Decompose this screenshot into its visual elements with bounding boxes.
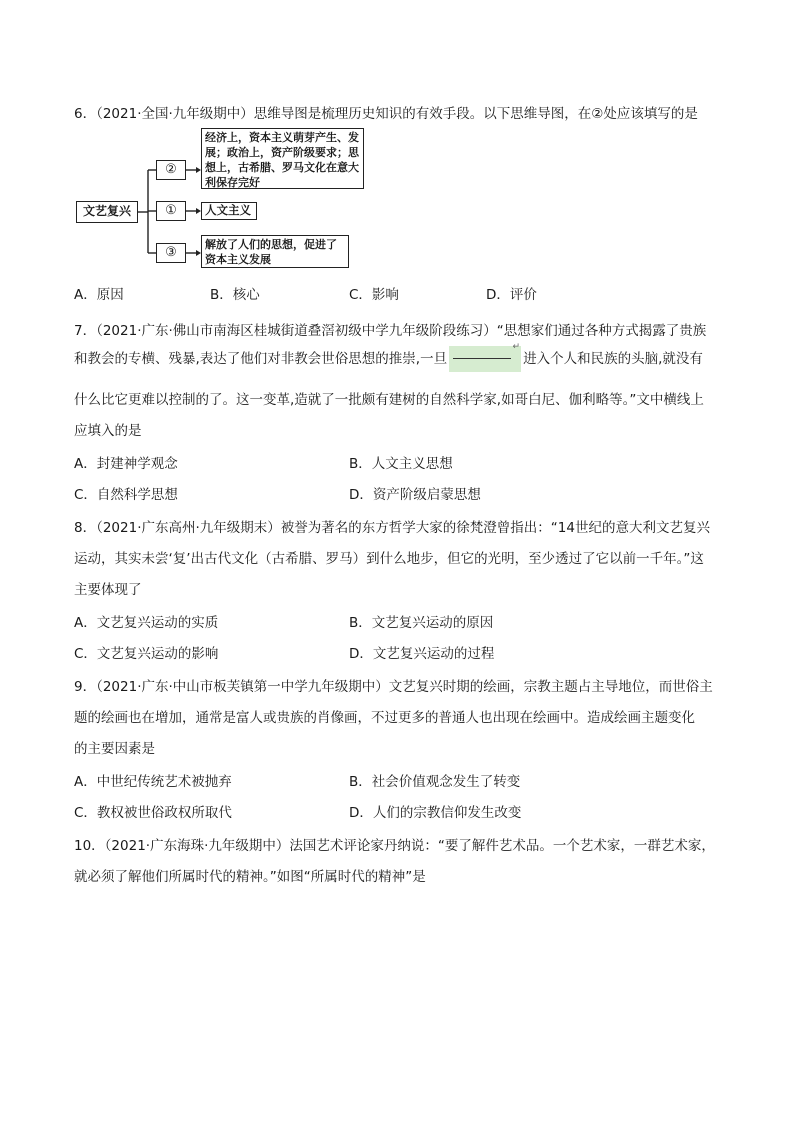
q9-option-a: A．中世纪传统艺术被抛弃 bbox=[74, 774, 232, 790]
q9-line3: 的主要因素是 bbox=[74, 741, 155, 757]
q7-line2-before-blank: 和教会的专横、残暴,表达了他们对非教会世俗思想的推崇,一旦 bbox=[74, 351, 448, 367]
q9-option-b: B．社会价值观念发生了转变 bbox=[349, 774, 521, 790]
q7-option-a: A．封建神学观念 bbox=[74, 456, 178, 472]
q10-line1: 10．（2021·广东海珠·九年级期中）法国艺术评论家丹纳说：“要了解件艺术品。一个艺术家，一群艺术家， bbox=[74, 838, 715, 854]
q8-line3: 主要体现了 bbox=[74, 582, 142, 598]
q9-line1: 9．（2021·广东·中山市板芙镇第一中学九年级期中）文艺复兴时期的绘画，宗教主题占主导地位，而世俗主 bbox=[74, 679, 713, 695]
q8-option-d: D．文艺复兴运动的过程 bbox=[349, 646, 495, 662]
q8-option-a: A．文艺复兴运动的实质 bbox=[74, 615, 219, 631]
q7-line2-after-blank: 进入个人和民族的头脑,就没有 bbox=[523, 351, 703, 367]
q8-line1: 8．（2021·广东高州·九年级期末）被誉为著名的东方哲学大家的徐梵澄曾指出：“14世纪的意大利文艺复兴 bbox=[74, 520, 710, 536]
q7-option-c: C．自然科学思想 bbox=[74, 487, 178, 503]
q7-option-b: B．人文主义思想 bbox=[349, 456, 453, 472]
q9-line2: 题的绘画也在增加，通常是富人或贵族的肖像画，不过更多的普通人也出现在绘画中。造成绘画主题变化 bbox=[74, 710, 695, 726]
q7-answer-blank: ↵ bbox=[449, 346, 521, 372]
q8-option-b: B．文艺复兴运动的原因 bbox=[349, 615, 494, 631]
q10-line2: 就必须了解他们所属时代的精神。”如图“所属时代的精神”是 bbox=[74, 869, 426, 885]
q6-stem: 6．（2021·全国·九年级期中）思维导图是梳理历史知识的有效手段。以下思维导图，在②处应该填写的是 bbox=[74, 106, 698, 122]
q6-option-c: C．影响 bbox=[349, 287, 399, 303]
q7-option-d: D．资产阶级启蒙思想 bbox=[349, 487, 481, 503]
mind-map-root: 文艺复兴 bbox=[76, 201, 138, 223]
mind-map-impact-box: 解放了人们的思想，促进了资本主义发展 bbox=[201, 235, 349, 268]
mind-map-node-3: ③ bbox=[156, 243, 186, 263]
mind-map-node-2: ② bbox=[156, 160, 186, 180]
mind-map-connectors bbox=[0, 0, 794, 300]
q8-option-c: C．文艺复兴运动的影响 bbox=[74, 646, 219, 662]
q6-option-a: A．原因 bbox=[74, 287, 124, 303]
q8-line2: 运动，其实未尝‘复’出古代文化（古希腊、罗马）到什么地步，但它的光明，至少透过了它以前一千年。”这 bbox=[74, 551, 704, 567]
q7-line2 bbox=[74, 342, 703, 372]
mind-map-cause-box: 经济上，资本主义萌芽产生、发展；政治上，资产阶级要求；思想上，古希腊、罗马文化在意大利保存完好 bbox=[201, 128, 364, 189]
q9-option-d: D．人们的宗教信仰发生改变 bbox=[349, 805, 522, 821]
q9-option-c: C．教权被世俗政权所取代 bbox=[74, 805, 232, 821]
q7-line3: 什么比它更难以控制的了。这一变革,造就了一批颇有建树的自然科学家,如哥白尼、伽利略等。”文中横线上 bbox=[74, 392, 704, 408]
mind-map-core-box: 人文主义 bbox=[201, 202, 257, 220]
q7-line1: 7．（2021·广东·佛山市南海区桂城街道叠滘初级中学九年级阶段练习）“思想家们通过各种方式揭露了贵族 bbox=[74, 323, 707, 339]
mind-map-node-1: ① bbox=[156, 201, 186, 221]
q6-option-b: B．核心 bbox=[210, 287, 260, 303]
q6-option-d: D．评价 bbox=[486, 287, 537, 303]
q7-line4: 应填入的是 bbox=[74, 423, 142, 439]
